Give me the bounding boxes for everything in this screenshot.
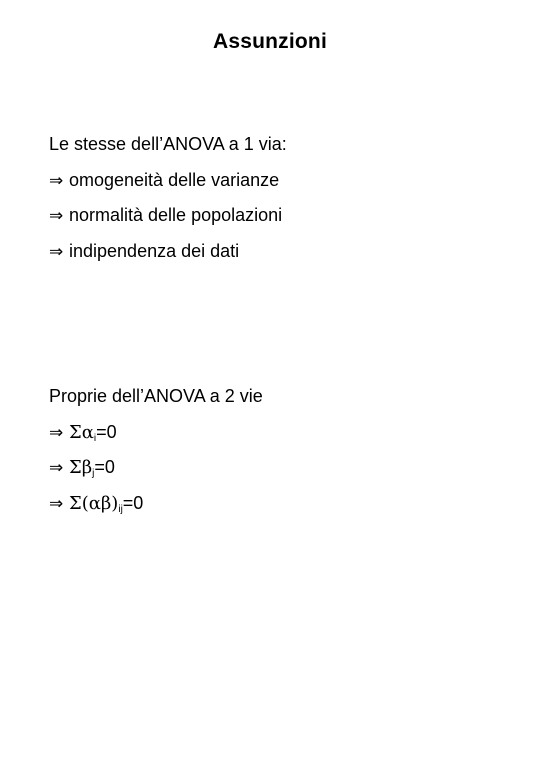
- section1-heading: Le stesse dell’ANOVA a 1 via:: [49, 134, 287, 154]
- formula-symbol: Σβ: [69, 457, 93, 478]
- implies-arrow-icon: ⇒: [49, 171, 64, 191]
- list-item: [49, 204, 282, 227]
- list-item-text: omogeneità delle varianze: [69, 170, 280, 190]
- list-item: [49, 240, 239, 263]
- formula-subscript: i: [93, 433, 97, 444]
- list-item-text: normalità delle popolazioni: [69, 205, 283, 225]
- slide-title: Assunzioni: [212, 30, 327, 53]
- implies-arrow-icon: ⇒: [49, 423, 64, 443]
- formula-item: [49, 421, 117, 444]
- implies-arrow-icon: ⇒: [49, 494, 64, 514]
- section2-heading: Proprie dell’ANOVA a 2 vie: [49, 386, 263, 406]
- implies-arrow-icon: ⇒: [49, 206, 64, 226]
- implies-arrow-icon: ⇒: [49, 458, 64, 478]
- formula-rest: =0: [122, 493, 144, 513]
- list-item-text: indipendenza dei dati: [69, 241, 240, 261]
- formula-symbol: Σα: [69, 422, 94, 443]
- formula-subscript: j: [92, 468, 95, 479]
- formula-rest: =0: [94, 457, 115, 477]
- formula-rest: =0: [96, 422, 117, 442]
- formula-subscript: ij: [118, 504, 123, 515]
- formula-item: [49, 492, 143, 515]
- implies-arrow-icon: ⇒: [49, 242, 64, 262]
- formula-item: [49, 456, 115, 479]
- formula-symbol: Σ(αβ): [69, 493, 119, 514]
- list-item: [49, 169, 279, 192]
